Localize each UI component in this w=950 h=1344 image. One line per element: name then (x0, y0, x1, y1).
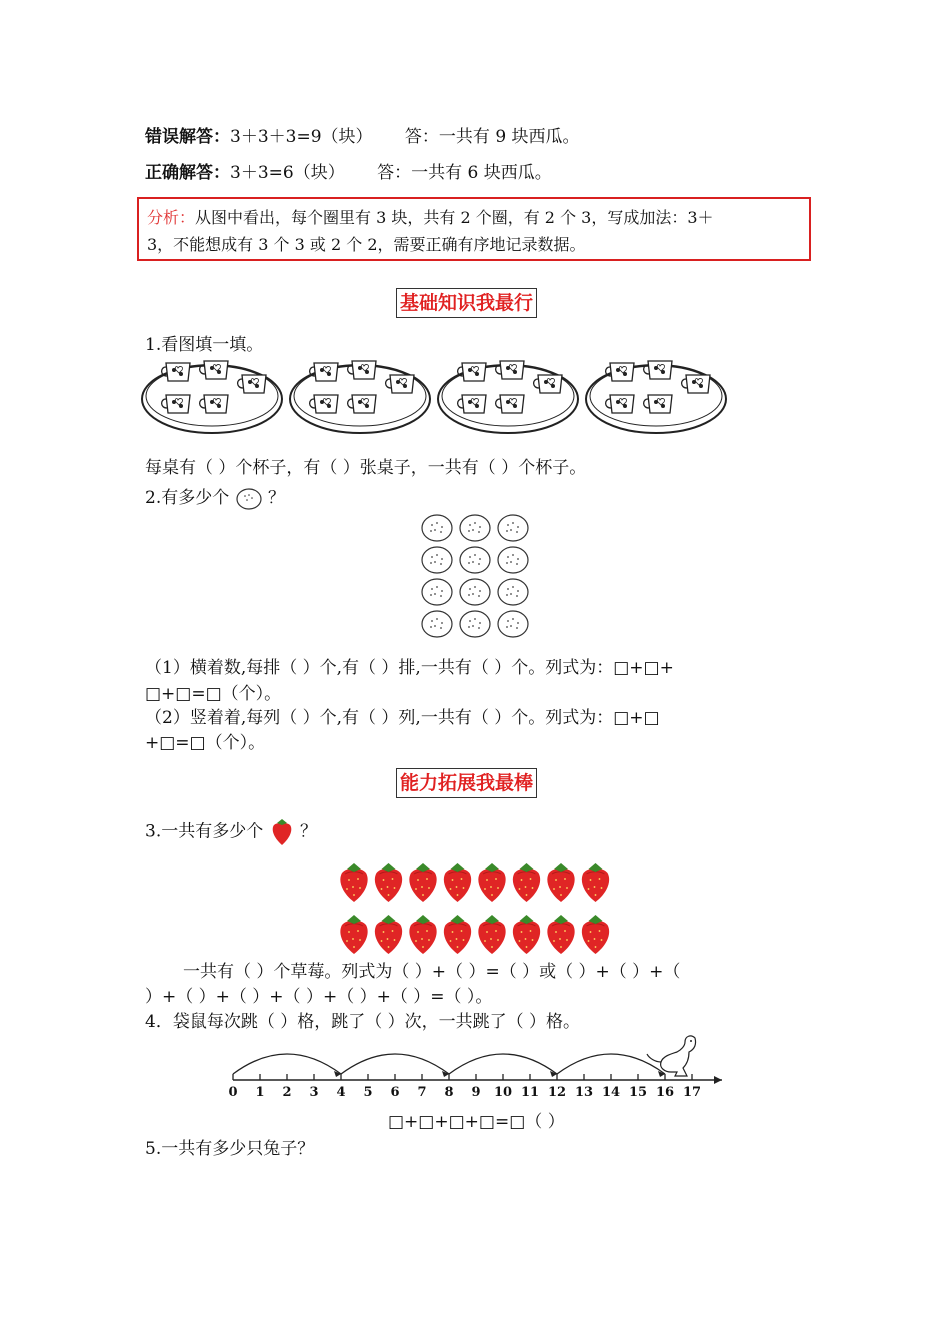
q2-title-line (145, 486, 285, 511)
jump-arc (449, 1054, 557, 1074)
orange (422, 579, 452, 605)
analysis-line-1: 从图中看出，每个圈里有 3 块，共有 2 个圈，有 2 个 3，写成加法：3＋ (195, 208, 714, 227)
q1-tables-figure (140, 355, 740, 437)
q2-part1-line1: （1）横着数,每排（ ）个,有（ ）排,一共有（ ）个。列式为：□+□+ (145, 658, 674, 678)
strawberry (375, 863, 402, 902)
tick-label: 5 (363, 1085, 373, 1100)
tick-label: 9 (471, 1085, 481, 1100)
strawberry (582, 863, 609, 902)
wrong-answer-line (145, 125, 580, 149)
orange (498, 515, 528, 541)
q2-oranges-grid (415, 512, 535, 640)
tick-label: 12 (547, 1085, 567, 1100)
orange (498, 579, 528, 605)
strawberry (478, 915, 505, 954)
table (586, 361, 726, 433)
strawberry (547, 863, 574, 902)
tick-label: 13 (574, 1085, 594, 1100)
tick-label: 15 (628, 1085, 648, 1100)
orange (498, 611, 528, 637)
tick-label: 6 (390, 1085, 400, 1100)
wrong-answer-label: 错误解答： (145, 127, 230, 147)
q3-line1: 一共有（ ）个草莓。列式为（ ）+（ ）=（ ）或（ ）+（ ）+（ (183, 962, 681, 982)
tick-label: 16 (655, 1085, 675, 1100)
strawberry-icon (269, 817, 295, 847)
strawberry (409, 863, 436, 902)
q1-title: 1.看图填一填。 (145, 335, 264, 355)
strawberry (547, 915, 574, 954)
strawberry (409, 915, 436, 954)
strawberry (513, 915, 540, 954)
orange (498, 547, 528, 573)
orange (460, 579, 490, 605)
tick-label: 1 (255, 1085, 265, 1100)
strawberry (375, 915, 402, 954)
strawberry (582, 915, 609, 954)
orange-icon (235, 487, 263, 511)
q2-title: 2.有多少个 (145, 488, 230, 508)
tick-label: 17 (682, 1085, 702, 1100)
tick-label: 3 (309, 1085, 319, 1100)
wrong-answer-text: 3＋3＋3=9（块） 答：一共有 9 块西瓜。 (230, 127, 580, 147)
q3-title: 3.一共有多少个 (145, 821, 264, 842)
strawberry (340, 915, 367, 954)
correct-answer-text: 3＋3=6（块） 答：一共有 6 块西瓜。 (230, 163, 552, 183)
strawberry (444, 863, 471, 902)
q5-title: 5.一共有多少只兔子？ (145, 1139, 315, 1159)
tick-label: 2 (282, 1085, 292, 1100)
q2-part2-line1: （2）竖着着,每列（ ）个,有（ ）列,一共有（ ）个。列式为：□+□ (145, 708, 660, 728)
orange (460, 611, 490, 637)
analysis-label: 分析： (147, 208, 196, 227)
correct-answer-line (145, 161, 552, 185)
tick-label: 10 (493, 1085, 513, 1100)
tick-label: 0 (228, 1085, 238, 1100)
tick-label: 11 (520, 1085, 540, 1100)
jump-arc (341, 1054, 449, 1074)
tick-label: 8 (444, 1085, 454, 1100)
analysis-box (137, 197, 811, 261)
kangaroo-icon (647, 1036, 696, 1076)
orange (422, 515, 452, 541)
section-title-basic: 基础知识我最行 (396, 288, 537, 318)
tick-label: 4 (336, 1085, 346, 1100)
orange (460, 547, 490, 573)
table (290, 361, 430, 433)
strawberry (513, 863, 540, 902)
q4-number-line (225, 1032, 725, 1104)
q2-title-end: ？ (268, 488, 286, 508)
tick-label: 7 (417, 1085, 427, 1100)
q3-strawberries-grid (334, 858, 619, 954)
orange (422, 611, 452, 637)
section-title-ability: 能力拓展我最棒 (396, 768, 537, 798)
table (142, 361, 282, 433)
correct-answer-label: 正确解答： (145, 163, 230, 183)
strawberry (444, 915, 471, 954)
q1-answer: 每桌有（ ）个杯子，有（ ）张桌子，一共有（ ）个杯子。 (145, 458, 587, 478)
orange (460, 515, 490, 541)
q2-part1-line2: □+□=□（个）。 (145, 684, 282, 704)
q3-title-line (145, 817, 317, 847)
q4-title: 4．袋鼠每次跳（ ）格，跳了（ ）次，一共跳了（ ）格。 (145, 1012, 581, 1032)
q3-line2: ）+（ ）+（ ）+（ ）+（ ）+（ ）=（ ）。 (145, 987, 493, 1007)
analysis-line-2: 3，不能想成有 3 个 3 或 2 个 2，需要正确有序地记录数据。 (147, 235, 586, 254)
table (438, 361, 578, 433)
q4-formula: □+□+□+□=□（ ） (388, 1112, 565, 1132)
tick-label: 14 (601, 1085, 621, 1100)
q3-title-end: ？ (300, 821, 318, 842)
strawberry (340, 863, 367, 902)
q2-part2-line2: +□=□（个）。 (145, 733, 266, 753)
orange (422, 547, 452, 573)
strawberry (478, 863, 505, 902)
jump-arc (233, 1054, 341, 1074)
